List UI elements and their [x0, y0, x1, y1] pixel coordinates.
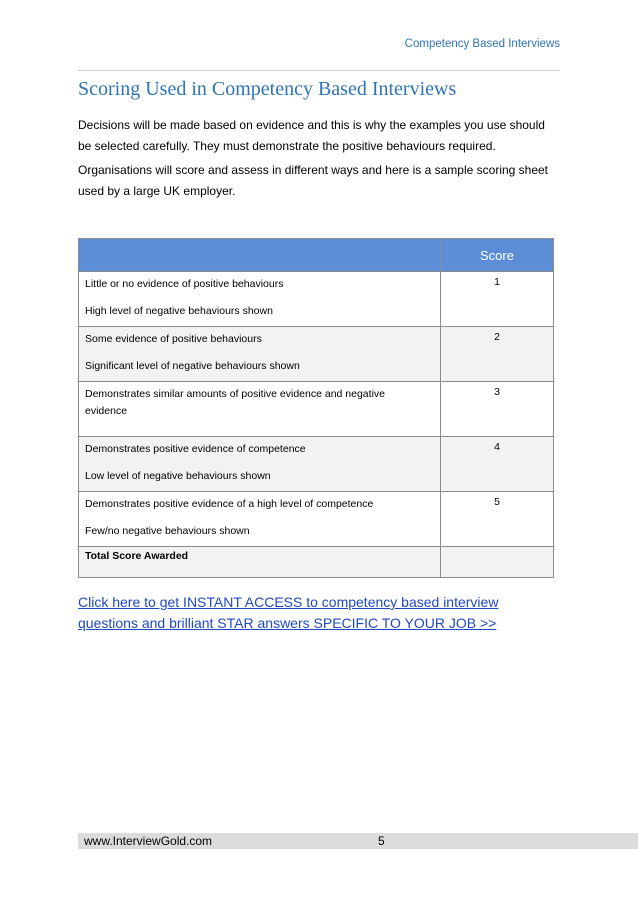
table-header-score: Score — [441, 239, 554, 272]
score-cell: 2 — [441, 327, 554, 382]
page-number: 5 — [378, 834, 385, 848]
scoring-table — [78, 238, 554, 578]
paragraph-organisations: Organisations will score and assess in different ways and here is a sample scoring sheet used by a large UK employer. — [78, 163, 549, 198]
criteria-line: Demonstrates positive evidence of a high level of competence — [85, 498, 374, 510]
page-footer — [78, 833, 638, 849]
table-row — [79, 272, 554, 327]
score-cell: 3 — [441, 382, 554, 437]
criteria-line: Low level of negative behaviours shown — [85, 470, 271, 482]
footer-website: www.InterviewGold.com — [84, 834, 213, 848]
total-row — [79, 547, 554, 578]
page-title: Scoring Used in Competency Based Interviews — [78, 78, 457, 100]
table-row — [79, 327, 554, 382]
criteria-line: High level of negative behaviours shown — [85, 305, 273, 317]
criteria-cell — [79, 492, 441, 547]
table-row — [79, 382, 554, 437]
criteria-cell — [79, 437, 441, 492]
instant-access-link[interactable]: Click here to get INSTANT ACCESS to competency based interview questions and brilliant STAR answers SPECIFIC TO YOUR JOB >> — [78, 594, 499, 631]
paragraph-decisions: Decisions will be made based on evidence and this is why the examples you use should be selected carefully. They must demonstrate the positive behaviours required. — [78, 118, 545, 153]
criteria-cell — [79, 327, 441, 382]
criteria-cell — [79, 382, 441, 437]
header-divider — [78, 70, 560, 71]
total-score-value — [441, 547, 554, 578]
table-header-blank — [79, 239, 441, 272]
table-header-row — [79, 239, 554, 272]
table-row — [79, 437, 554, 492]
criteria-line: Few/no negative behaviours shown — [85, 525, 250, 537]
score-cell: 4 — [441, 437, 554, 492]
criteria-line: Demonstrates positive evidence of competence — [85, 443, 306, 455]
total-score-label: Total Score Awarded — [79, 547, 441, 578]
criteria-line: Demonstrates similar amounts of positive evidence and negative evidence — [85, 388, 385, 417]
criteria-line: Some evidence of positive behaviours — [85, 333, 262, 345]
running-header: Competency Based Interviews — [404, 38, 560, 50]
criteria-line: Little or no evidence of positive behaviours — [85, 278, 284, 290]
criteria-cell — [79, 272, 441, 327]
criteria-line: Significant level of negative behaviours shown — [85, 360, 300, 372]
score-cell: 5 — [441, 492, 554, 547]
score-cell: 1 — [441, 272, 554, 327]
table-row — [79, 492, 554, 547]
